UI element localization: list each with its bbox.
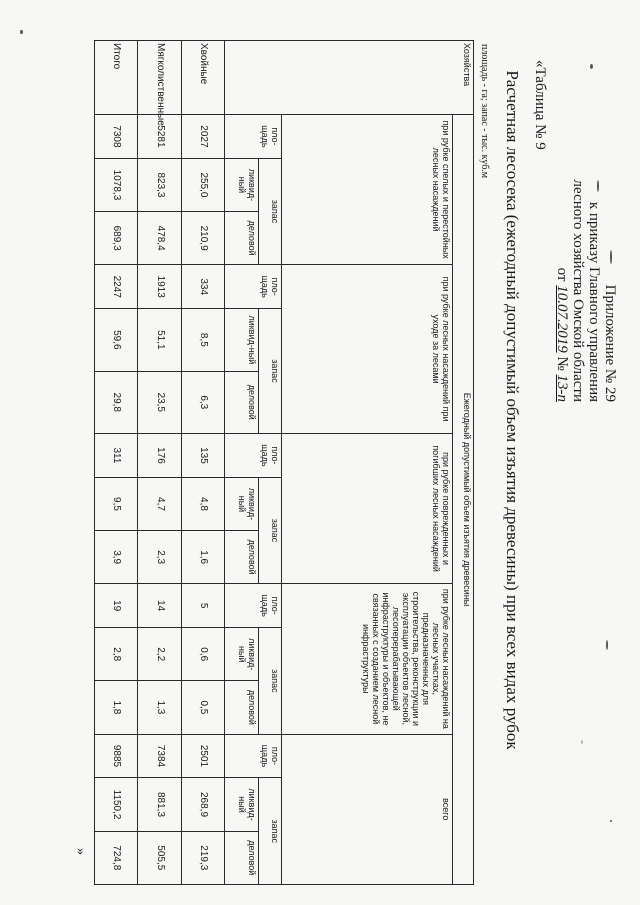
table-cell: 4,7 [138, 477, 181, 530]
stock-header: запас [259, 477, 282, 583]
table-cell: 2,8 [95, 628, 138, 681]
table-cell: 823,3 [138, 158, 181, 211]
row-farm-name: Итого [95, 41, 138, 115]
table-cell: 14 [138, 584, 181, 628]
table-cell: 1078,3 [95, 158, 138, 211]
table-cell: 2,3 [138, 531, 181, 584]
business-header: деловой [225, 831, 259, 884]
stock-header: запас [259, 628, 282, 734]
table-cell: 268,9 [181, 778, 224, 831]
group-total-header: всего [282, 734, 453, 885]
units-note: площадь - га; запас - тыс. куб.м [479, 44, 490, 179]
table-cell: 219,3 [181, 831, 224, 884]
table-cell: 334 [181, 265, 224, 309]
table-cell: 1,8 [95, 681, 138, 734]
table-cell: 0,6 [181, 628, 224, 681]
stock-header: запас [259, 158, 282, 264]
table-cell: 9,5 [95, 477, 138, 530]
table-cell: 311 [95, 433, 138, 477]
table-cell: 3,9 [95, 531, 138, 584]
area-header: пло-щадь [225, 433, 282, 477]
table-cell: 881,3 [138, 778, 181, 831]
group-mature-header: при рубке спелых и перестойных лесных насаждений [282, 114, 453, 264]
annual-volume-header: Ежегодный допустимый объем изъятия древесины [453, 114, 474, 884]
group-damaged-header: при рубке поврежденных и погибших лесных насаждений [282, 433, 453, 583]
document-title: Расчетная лесосека (ежегодный допустимый объем изъятия древесины) при всех видах рубок [503, 70, 522, 750]
table-row [138, 41, 181, 885]
table-cell: 1913 [138, 265, 181, 309]
table-cell: 29,8 [95, 371, 138, 433]
liquid-header: ликвид-ный [225, 778, 259, 831]
row-farm-name: Мягколиственные [138, 41, 181, 115]
authority-name: лесного хозяйства Омской области [570, 179, 586, 402]
liquid-header: ликвид-ный [225, 628, 259, 681]
table-cell: 8,5 [181, 309, 224, 371]
appendix-number: Приложение № 29 [602, 284, 618, 402]
group-care-header: при рубке лесных насаждений при уходе за лесами [282, 265, 453, 434]
area-header: пло-щадь [225, 114, 282, 158]
table-cell: 51,1 [138, 309, 181, 371]
page-dash: - [576, 740, 590, 744]
table-cell: 2501 [181, 734, 224, 778]
business-header: деловой [225, 212, 259, 265]
table-cell: 2,2 [138, 628, 181, 681]
table-cell: 689,3 [95, 212, 138, 265]
table-cell: 2247 [95, 265, 138, 309]
table-cell: 5 [181, 584, 224, 628]
stock-header: запас [259, 778, 282, 885]
table-cell: 505,5 [138, 831, 181, 884]
table-cell: 478,4 [138, 212, 181, 265]
table-cell: 1150,2 [95, 778, 138, 831]
order-number: 13-п [554, 374, 570, 402]
order-header [554, 42, 618, 402]
table-cell: 1,3 [138, 681, 181, 734]
liquid-header: ликвид-ный [225, 309, 259, 371]
table-cell: 5281 [138, 114, 181, 158]
table-cell: 7308 [95, 114, 138, 158]
table-cell: 724,8 [95, 831, 138, 884]
table-cell: 59,6 [95, 309, 138, 371]
liquid-header: ликвид-ный [225, 158, 259, 211]
order-reference: к приказу Главного управления [586, 201, 602, 402]
table-label: «Таблица № 9 [532, 60, 548, 150]
table-cell: 255,0 [181, 158, 224, 211]
allowable-cut-table [94, 40, 474, 885]
business-header: деловой [225, 681, 259, 734]
table-row [181, 41, 224, 885]
table-cell: 7384 [138, 734, 181, 778]
farm-header: Хозяйства [225, 41, 474, 115]
group-construction-header: при рубке лесных насаждений на лесных участках, предназначенных для строительства, реконструкции и эксплуатации объектов лесной, лесоперерабатывающей инфраструктуры и объектов, не связанных с созданием лесной инфраструктуры [282, 584, 453, 734]
area-header: пло-щадь [225, 584, 282, 628]
table-cell: 176 [138, 433, 181, 477]
table-cell: 6,3 [181, 371, 224, 433]
table-cell: 2027 [181, 114, 224, 158]
table-cell: 9885 [95, 734, 138, 778]
row-farm-name: Хвойные [181, 41, 224, 115]
table-cell: 23,5 [138, 371, 181, 433]
business-header: деловой [225, 531, 259, 584]
business-header: деловой [225, 371, 259, 433]
closing-quote: » [73, 848, 88, 855]
table-cell: 1,6 [181, 531, 224, 584]
liquid-header: ликвид-ный [225, 477, 259, 530]
table-cell: 210,9 [181, 212, 224, 265]
table-row [95, 41, 138, 885]
area-header: пло-щадь [225, 265, 282, 309]
table-cell: 0,5 [181, 681, 224, 734]
table-cell: 135 [181, 433, 224, 477]
order-date-line: от 10.07.2019 № 13-п [554, 267, 570, 402]
table-body [95, 41, 225, 885]
stock-header: запас [259, 309, 282, 434]
order-date: 10.07.2019 [554, 285, 570, 353]
table-cell: 19 [95, 584, 138, 628]
area-header: пло-щадь [225, 734, 282, 778]
table-cell: 4,8 [181, 477, 224, 530]
